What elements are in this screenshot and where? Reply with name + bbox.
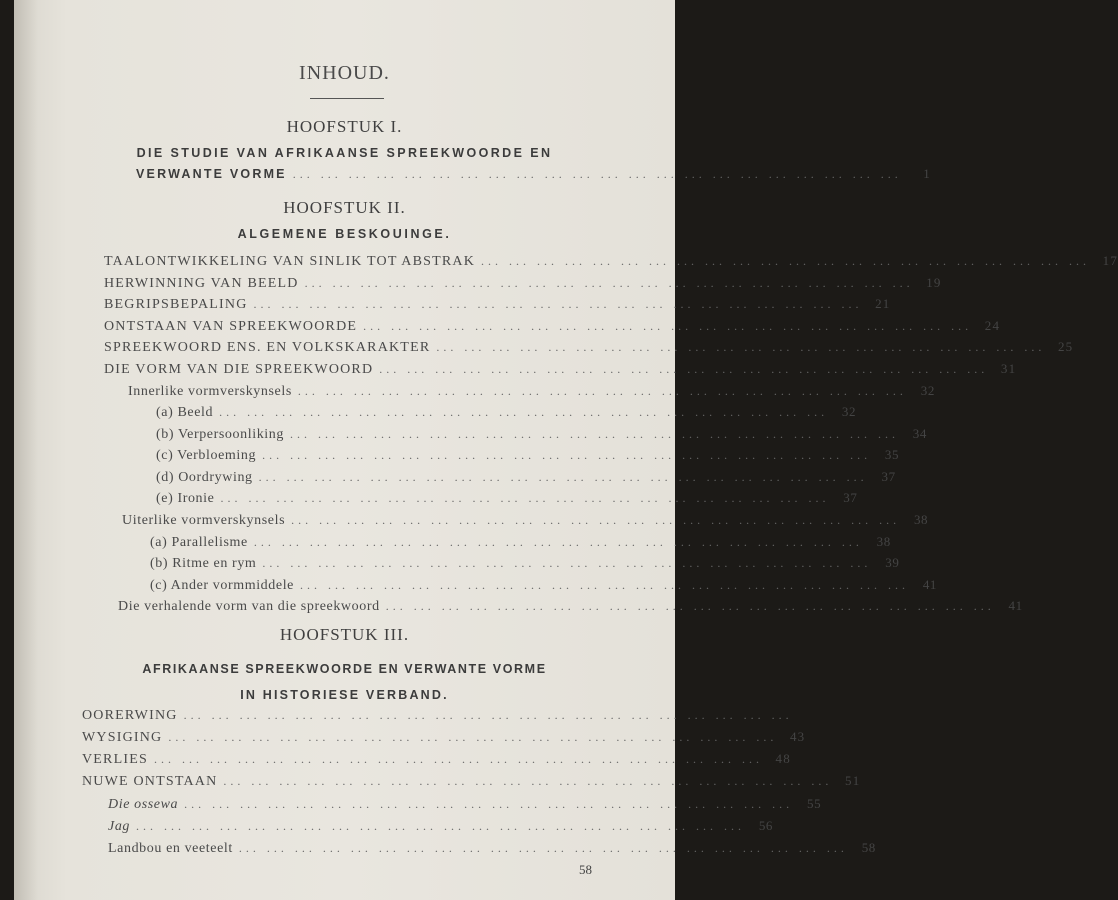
chapter-3-section-title: AFRIKAANSE SPREEKWOORDE EN VERWANTE VORME: [142, 662, 547, 676]
page-title: INHOUD.: [299, 62, 390, 84]
dot-leader: ... ... ... ... ... ... ... ... ... ... ... ... ... ... ... ... ... ... ... ... ... ...: [219, 405, 829, 419]
toc-entry[interactable]: [156, 404, 857, 424]
dot-leader: ... ... ... ... ... ... ... ... ... ... ... ... ... ... ... ... ... ... ... ... ... ...: [262, 448, 872, 462]
toc-entry[interactable]: [104, 296, 891, 316]
page-number: 48: [775, 751, 791, 766]
dot-leader: ... ... ... ... ... ... ... ... ... ... ... ... ... ... ... ... ... ... ... ... ... ...: [220, 491, 830, 505]
chapter-2-section-title: ALGEMENE BESKOUINGE.: [237, 227, 452, 241]
dot-leader: ... ... ... ... ... ... ... ... ... ... ... ... ... ... ... ... ... ... ... ... ... ...: [481, 254, 1091, 268]
dot-leader: ... ... ... ... ... ... ... ... ... ... ... ... ... ... ... ... ... ... ... ... ... ...: [168, 730, 778, 744]
page-number: 43: [789, 729, 806, 744]
dot-leader: ... ... ... ... ... ... ... ... ... ... ... ... ... ... ... ... ... ... ... ... ... ...: [385, 599, 995, 613]
dot-leader: ... ... ... ... ... ... ... ... ... ... ... ... ... ... ... ... ... ... ... ... ... ...: [304, 276, 914, 290]
entry-label: NUWE ONTSTAAN: [82, 774, 218, 789]
entry-label: VERLIES: [82, 752, 148, 767]
toc-entry[interactable]: [104, 275, 942, 295]
toc-entry[interactable]: [156, 426, 927, 446]
entry-label: TAALONTWIKKELING VAN SINLIK TOT ABSTRAK: [104, 254, 476, 269]
chapter-1-section-title-cont: VERWANTE VORME: [136, 167, 287, 181]
dot-leader: ... ... ... ... ... ... ... ... ... ... ... ... ... ... ... ... ... ... ... ... ... ...: [258, 470, 868, 484]
entry-label: (b) Verpersoonliking: [156, 427, 284, 442]
toc-entry[interactable]: [156, 469, 896, 489]
toc-entry[interactable]: [108, 840, 876, 860]
dot-leader: ... ... ... ... ... ... ... ... ... ... ... ... ... ... ... ... ... ... ... ... ... ...: [136, 819, 746, 833]
toc-entry[interactable]: [156, 447, 900, 467]
toc-entry[interactable]: [156, 490, 858, 510]
chapter-3-section-title-cont: IN HISTORIESE VERBAND.: [240, 688, 449, 702]
entry-label: Innerlike vormverskynsels: [128, 384, 292, 399]
dot-leader: ... ... ... ... ... ... ... ... ... ... ... ... ... ... ... ... ... ... ... ... ... ...: [238, 841, 848, 855]
dot-leader: ... ... ... ... ... ... ... ... ... ... ... ... ... ... ... ... ... ... ... ... ... ...: [291, 513, 901, 527]
entry-label: (a) Parallelisme: [150, 535, 248, 550]
entry-label: Die verhalende vorm van die spreekwoord: [118, 599, 380, 614]
chapter-3-heading: HOOFSTUK III.: [279, 625, 410, 644]
page-number: 39: [885, 555, 900, 570]
entry-label: ONTSTAAN VAN SPREEKWOORDE: [104, 319, 358, 334]
toc-entry[interactable]: [122, 512, 929, 532]
dot-leader: ... ... ... ... ... ... ... ... ... ... ... ... ... ... ... ... ... ... ... ... ... ...: [262, 556, 872, 570]
dot-leader: ... ... ... ... ... ... ... ... ... ... ... ... ... ... ... ... ... ... ... ... ... ...: [436, 340, 1046, 354]
dot-leader: ... ... ... ... ... ... ... ... ... ... ... ... ... ... ... ... ... ... ... ... ... ...: [184, 797, 794, 811]
toc-entry[interactable]: [150, 577, 938, 597]
title-divider: [310, 98, 384, 99]
entry-label: Die ossewa: [108, 797, 179, 812]
entry-label: (e) Ironie: [156, 491, 215, 506]
toc-entry[interactable]: [104, 361, 1017, 381]
dot-leader: ... ... ... ... ... ... ... ... ... ... ... ... ... ... ... ... ... ... ... ... ... ...: [292, 167, 902, 181]
dot-leader: ... ... ... ... ... ... ... ... ... ... ... ... ... ... ... ... ... ... ... ... ... ...: [297, 384, 907, 398]
page-number: 31: [1000, 361, 1017, 376]
dot-leader: ... ... ... ... ... ... ... ... ... ... ... ... ... ... ... ... ... ... ... ... ... ...: [183, 708, 793, 722]
toc-entry[interactable]: [82, 751, 791, 771]
dot-leader: ... ... ... ... ... ... ... ... ... ... ... ... ... ... ... ... ... ... ... ... ... ...: [253, 297, 863, 311]
page-number: 55: [806, 796, 822, 811]
toc-entry[interactable]: [82, 773, 861, 793]
entry-label: (c) Ander vormmiddele: [150, 578, 295, 593]
chapter-2-heading: HOOFSTUK II.: [283, 198, 406, 217]
entry-label: Landbou en veeteelt: [108, 841, 233, 856]
page-number: 34: [912, 426, 927, 441]
page-number: 37: [881, 469, 896, 484]
toc-entry[interactable]: [118, 598, 1023, 618]
page-number: 32: [920, 383, 935, 398]
toc-entry[interactable]: [150, 534, 891, 554]
page-number: 35: [884, 447, 900, 462]
toc-entry[interactable]: [104, 253, 1118, 273]
dot-leader: ... ... ... ... ... ... ... ... ... ... ... ... ... ... ... ... ... ... ... ... ... ...: [290, 427, 899, 441]
chapter-1-section-title: DIE STUDIE VAN AFRIKAANSE SPREEKWOORDE EN: [136, 146, 553, 160]
dot-leader: ... ... ... ... ... ... ... ... ... ... ... ... ... ... ... ... ... ... ... ... ... ...: [253, 535, 863, 549]
page-number: 56: [758, 818, 774, 833]
page-number: 37: [843, 490, 858, 505]
chapter-1-heading: HOOFSTUK I.: [286, 117, 403, 136]
chapter-1-section-entry[interactable]: [136, 166, 930, 186]
toc-entry[interactable]: [82, 708, 793, 728]
entry-label: OORERWING: [82, 708, 178, 723]
toc-entry[interactable]: [108, 796, 822, 816]
toc-entry[interactable]: [128, 383, 935, 403]
page-number: 17: [1102, 253, 1118, 268]
entry-label: HERWINNING VAN BEELD: [104, 276, 299, 291]
toc-entry[interactable]: [108, 818, 774, 838]
page-number: 1: [923, 166, 930, 181]
page-number: 41: [922, 577, 938, 592]
page-number: 51: [845, 773, 861, 788]
entry-label: Jag: [108, 819, 131, 834]
entry-label: BEGRIPSBEPALING: [104, 297, 248, 312]
page-number: 21: [875, 296, 891, 311]
toc-entry[interactable]: [104, 318, 1001, 338]
entry-label: (d) Oordrywing: [156, 470, 253, 485]
page-number: 32: [841, 404, 857, 419]
entry-label: SPREEKWOORD ENS. EN VOLKSKARAKTER: [104, 340, 431, 355]
page-number: 58: [579, 862, 592, 877]
dot-leader: ... ... ... ... ... ... ... ... ... ... ... ... ... ... ... ... ... ... ... ... ... ...: [300, 578, 910, 592]
entry-label: (a) Beeld: [156, 405, 214, 420]
page-number: 38: [913, 512, 929, 527]
toc-entry[interactable]: [150, 555, 900, 575]
page-number: 24: [984, 318, 1001, 333]
page-number: 25: [1057, 339, 1074, 354]
toc-entry[interactable]: [104, 339, 1074, 359]
entry-label: WYSIGING: [82, 730, 163, 745]
toc-page: [14, 0, 1118, 900]
page-number: 19: [926, 275, 942, 290]
dot-leader: ... ... ... ... ... ... ... ... ... ... ... ... ... ... ... ... ... ... ... ... ... ...: [223, 774, 833, 788]
dot-leader: ... ... ... ... ... ... ... ... ... ... ... ... ... ... ... ... ... ... ... ... ... ...: [379, 362, 989, 376]
page-number: 38: [876, 534, 891, 549]
toc-entry[interactable]: [82, 729, 806, 749]
entry-label: (c) Verbloeming: [156, 448, 257, 463]
entry-label: Uiterlike vormverskynsels: [122, 513, 286, 528]
dot-leader: ... ... ... ... ... ... ... ... ... ... ... ... ... ... ... ... ... ... ... ... ... ...: [153, 752, 763, 766]
page-number: 41: [1008, 598, 1023, 613]
page-number: 58: [861, 840, 876, 855]
entry-label: (b) Ritme en rym: [150, 556, 257, 571]
entry-label: DIE VORM VAN DIE SPREEKWOORD: [104, 362, 374, 377]
dot-leader: ... ... ... ... ... ... ... ... ... ... ... ... ... ... ... ... ... ... ... ... ... ...: [363, 319, 973, 333]
